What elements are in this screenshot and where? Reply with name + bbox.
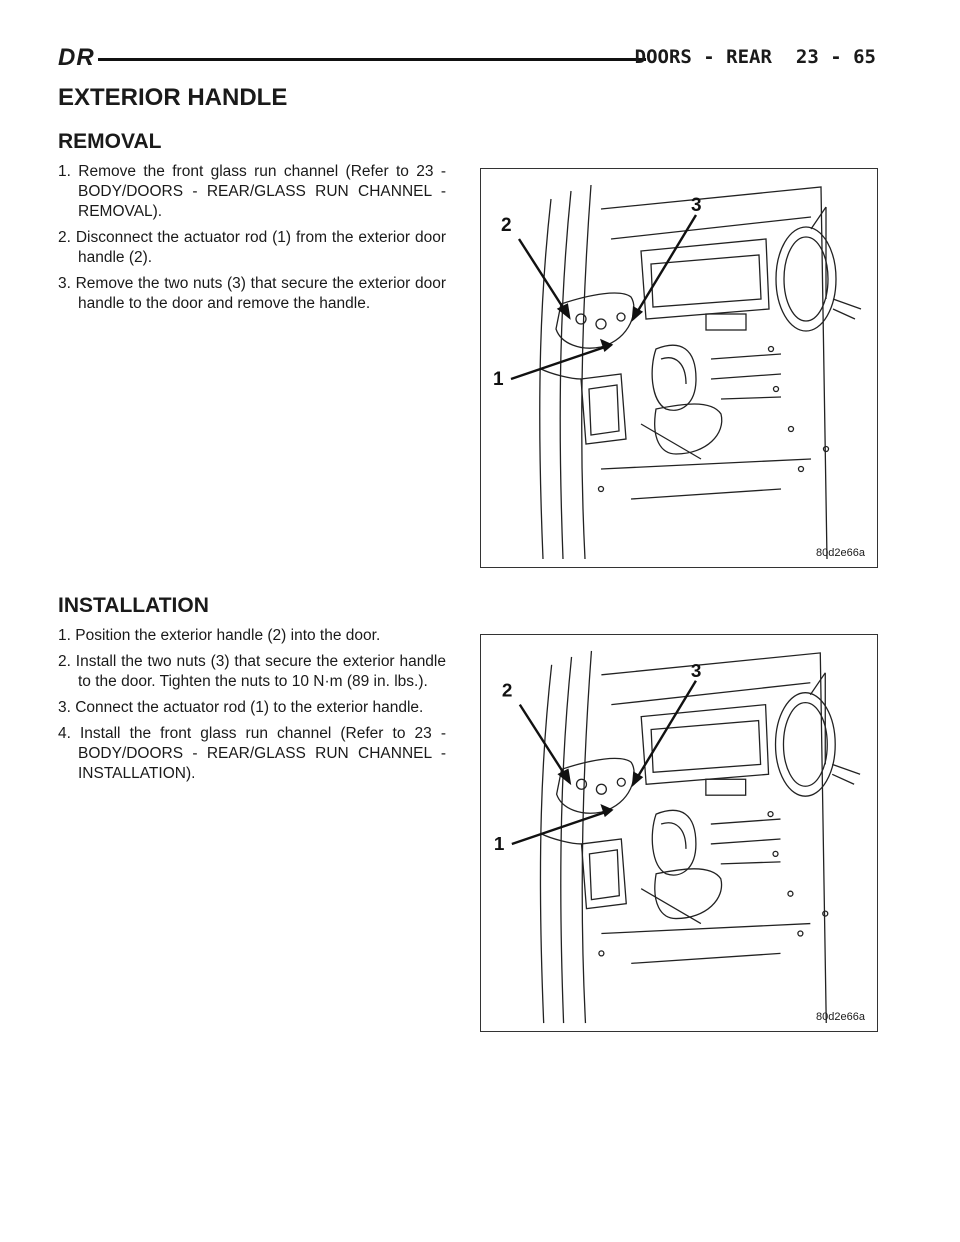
figure-code: 80d2e66a	[816, 547, 865, 559]
figure-code: 80d2e66a	[816, 1011, 865, 1023]
callout-1: 1	[493, 369, 504, 390]
removal-figure	[480, 168, 878, 568]
removal-step: 2. Disconnect the actuator rod (1) from the exterior door handle (2).	[58, 229, 446, 266]
removal-steps	[58, 162, 446, 320]
callout-1: 1	[493, 833, 505, 855]
callout-3: 3	[691, 195, 702, 216]
installation-step: 2. Install the two nuts (3) that secure the exterior handle to the door. Tighten the nuts to 10 N·m (89 in. lbs.).	[58, 653, 446, 690]
header-rule	[98, 58, 646, 61]
callout-2: 2	[501, 680, 513, 702]
installation-figure	[480, 634, 878, 1032]
installation-steps	[58, 626, 446, 790]
header-page-number: 23 - 65	[795, 46, 876, 68]
door-illustration	[481, 635, 877, 1031]
installation-step: 1. Position the exterior handle (2) into the door.	[58, 627, 381, 644]
page-header	[58, 38, 876, 78]
header-section: DOORS - REAR	[634, 46, 772, 68]
page-title: EXTERIOR HANDLE	[58, 84, 288, 111]
removal-heading: REMOVAL	[58, 130, 162, 153]
header-model: DR	[58, 44, 95, 71]
header-right	[611, 46, 876, 68]
removal-step: 1. Remove the front glass run channel (Refer to 23 - BODY/DOORS - REAR/GLASS RUN CHANNEL - REMOVAL).	[58, 163, 446, 220]
callout-2: 2	[501, 215, 512, 236]
installation-heading: INSTALLATION	[58, 594, 209, 617]
removal-step: 3. Remove the two nuts (3) that secure the exterior door handle to the door and remove the handle.	[58, 275, 446, 312]
installation-step: 4. Install the front glass run channel (Refer to 23 - BODY/DOORS - REAR/GLASS RUN CHANNEL - INSTALLATION).	[58, 725, 446, 782]
installation-step: 3. Connect the actuator rod (1) to the exterior handle.	[58, 699, 424, 716]
callout-3: 3	[690, 660, 702, 682]
door-illustration	[481, 169, 877, 567]
